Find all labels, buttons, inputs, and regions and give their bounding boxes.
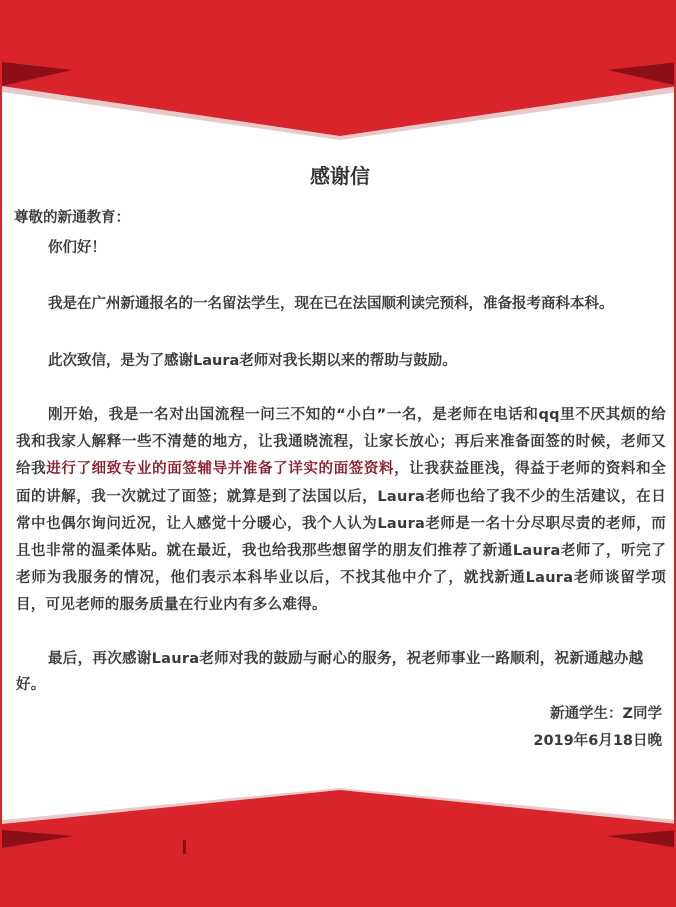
letter-title: 感谢信 [310,164,370,188]
letter-salutation: 尊敬的新通教育： [14,210,130,226]
bottom-center-mark [183,840,186,854]
top-red-band [2,0,676,138]
paragraph-story-text-2: ，让我获益匪浅，得益于老师的资料和全面的讲解，我一次就过了面签；就算是到了法国以后，Laura老师也给了我不少的生活建议，在日常中也偶尔询问近况，让人感觉十分暖心，我个人认为Laura老师是一名十分尽职尽责的老师，而且也非常的温柔体贴。就在最近，我也给我那些想留学的朋友们推荐了新通Laura老师了，听完了老师为我服务的情况，他们表示本科毕业以后，不找其他中介了，就找新通Laura老师谈留学项目，可见老师的服务质量在行业内有多么难得。 [16,461,666,614]
paragraph-purpose: 此次致信，是为了感谢Laura老师对我长期以来的帮助与鼓励。 [48,353,457,369]
paragraph-closing: 最后，再次感谢Laura老师对我的鼓励与耐心的服务，祝老师事业一路顺利，祝新通越办越好。 [16,651,644,693]
paragraph-intro: 我是在广州新通报名的一名留法学生，现在已在法国顺利读完预科，准备报考商科本科。 [48,296,614,312]
paragraph-story [16,402,666,620]
letter-greeting: 你们好！ [48,240,106,256]
top-red-ribbon-decoration [2,0,676,150]
bottom-red-band [2,790,676,907]
paragraph-story-highlight: 进行了细致专业的面签辅导并准备了详实的面签资料 [46,461,395,478]
letter-date: 2019年6月18日晚 [533,733,662,749]
letter-signature: 新通学生：Z同学 [549,706,662,722]
paragraph-story-text-1: 刚开始，我是一名对出国流程一问三不知的“小白”一名，是老师在电话和qq里不厌其烦的给我和我家人解释一些不清楚的地方，让我通晓流程，让家长放心；再后来准备面签的时候，老师又给我 [16,407,666,478]
bottom-red-ribbon-decoration [2,782,676,907]
